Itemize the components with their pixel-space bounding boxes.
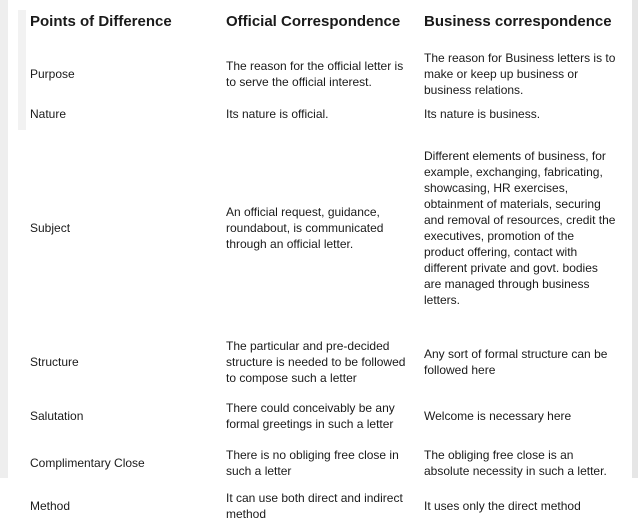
header-business-correspondence: Business correspondence — [424, 13, 612, 30]
business-cell: It uses only the direct method — [424, 499, 581, 513]
official-cell: Its nature is official. — [226, 107, 329, 121]
official-cell: There could conceivably be any formal greetings in such a letter — [226, 401, 395, 431]
row-label: Structure — [30, 355, 79, 369]
table-row — [26, 104, 620, 124]
table-row — [26, 392, 620, 440]
business-cell: The reason for Business letters is to make or keep up business or business relations. — [424, 51, 616, 97]
row-label: Purpose — [30, 67, 75, 81]
row-label: Nature — [30, 107, 67, 121]
business-cell: The obliging free close is an absolute necessity in such a letter. — [424, 448, 607, 478]
business-cell: Welcome is necessary here — [424, 409, 572, 423]
table-row — [26, 486, 620, 526]
official-cell: The particular and pre-decided structure is needed to be followed to compose such a letter — [226, 339, 406, 385]
header-points-of-difference: Points of Difference — [30, 13, 172, 30]
table-header-row — [26, 0, 620, 44]
official-cell: There is no obliging free close in such a letter — [226, 448, 399, 478]
left-decorative-bar-inner — [18, 10, 26, 130]
comparison-table — [26, 0, 620, 526]
business-cell: Any sort of formal structure can be followed here — [424, 347, 608, 377]
official-cell: The reason for the official letter is to serve the official interest. — [226, 59, 404, 89]
table-row — [26, 44, 620, 104]
business-cell: Different elements of business, for example, exchanging, fabricating, showcasing, HR exercises, obtainment of materials, securing and removal of resources, credit the executives, promotion of the product offering, contact with different private and govt. bodies are managed through business letters. — [424, 149, 616, 307]
table-row — [26, 332, 620, 392]
table-row — [26, 440, 620, 486]
left-decorative-bar — [0, 0, 8, 478]
right-decorative-bar — [632, 0, 638, 478]
official-cell: It can use both direct and indirect method — [226, 491, 403, 521]
row-label: Complimentary Close — [30, 456, 145, 470]
row-label: Salutation — [30, 409, 84, 423]
row-label: Subject — [30, 221, 71, 235]
official-cell: An official request, guidance, roundabout, is communicated through an official letter. — [226, 205, 384, 251]
business-cell: Its nature is business. — [424, 107, 541, 121]
table-row — [26, 124, 620, 332]
row-label: Method — [30, 499, 71, 513]
header-official-correspondence: Official Correspondence — [226, 13, 401, 30]
